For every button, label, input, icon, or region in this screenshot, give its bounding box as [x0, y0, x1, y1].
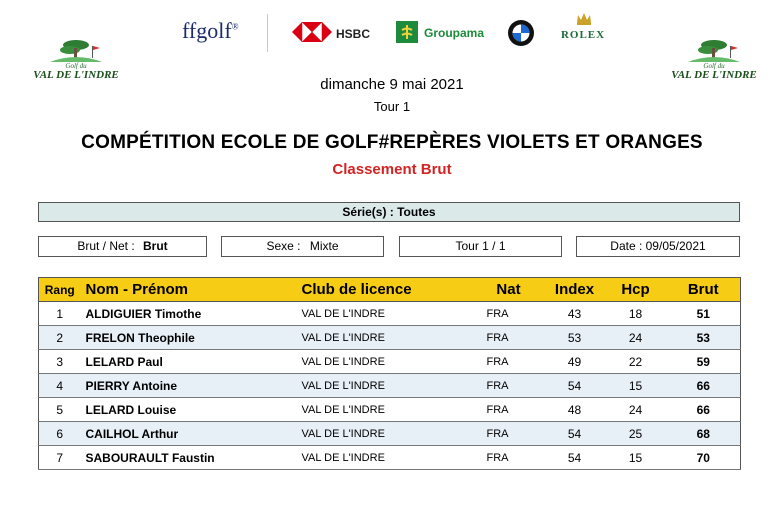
ffgolf-logo [182, 18, 239, 44]
cell-index: 48 [545, 398, 605, 422]
table-row [39, 446, 741, 470]
cell-brut: 66 [667, 374, 741, 398]
cell-rang: 3 [39, 350, 81, 374]
column-header-club: Club de licence [297, 278, 473, 302]
tour-box [399, 236, 562, 257]
cell-club: VAL DE L'INDRE [297, 374, 473, 398]
column-header-hcp: Hcp [605, 278, 667, 302]
cell-nat: FRA [473, 398, 545, 422]
groupama-text: Groupama [424, 26, 485, 40]
club-logo-line1: Golf du [703, 62, 725, 70]
table-row [39, 302, 741, 326]
cell-club: VAL DE L'INDRE [297, 446, 473, 470]
brut-net-value: Brut [143, 239, 168, 253]
cell-rang: 1 [39, 302, 81, 326]
ffgolf-registered-mark: ® [231, 21, 239, 32]
cell-nom: PIERRY Antoine [81, 374, 297, 398]
event-round: Tour 1 [373, 99, 411, 114]
column-header-index: Index [545, 278, 605, 302]
cell-hcp: 15 [605, 374, 667, 398]
event-date: dimanche 9 mai 2021 [320, 76, 464, 93]
sexe-box [221, 236, 384, 257]
cell-brut: 66 [667, 398, 741, 422]
sponsor-bar [160, 8, 630, 56]
cell-index: 43 [545, 302, 605, 326]
cell-index: 49 [545, 350, 605, 374]
club-logo-line1: Golf du [65, 62, 87, 70]
cell-index: 54 [545, 446, 605, 470]
brut-net-label: Brut / Net : [77, 239, 135, 253]
cell-hcp: 15 [605, 446, 667, 470]
bmw-icon [507, 19, 535, 47]
rolex-text: ROLEX [560, 29, 606, 41]
cell-club: VAL DE L'INDRE [297, 326, 473, 350]
cell-brut: 51 [667, 302, 741, 326]
cell-hcp: 18 [605, 302, 667, 326]
date-box [576, 236, 740, 257]
table-header-row [39, 278, 741, 302]
cell-index: 54 [545, 422, 605, 446]
sexe-label: Sexe : [266, 239, 301, 253]
cell-nat: FRA [473, 374, 545, 398]
groupama-icon [396, 21, 418, 43]
tree-icon [46, 36, 106, 64]
column-header-rang: Rang [39, 278, 81, 302]
page-title: COMPÉTITION ECOLE DE GOLF#REPÈRES VIOLETS ET ORANGES [81, 132, 703, 153]
tour-value: Tour 1 / 1 [455, 239, 506, 253]
results-table [38, 277, 741, 470]
cell-rang: 5 [39, 398, 81, 422]
cell-rang: 4 [39, 374, 81, 398]
column-header-nom: Nom - Prénom [81, 278, 297, 302]
cell-nom: SABOURAULT Faustin [81, 446, 297, 470]
cell-index: 54 [545, 374, 605, 398]
table-row [39, 374, 741, 398]
tree-icon [684, 36, 744, 64]
cell-rang: 6 [39, 422, 81, 446]
table-row [39, 350, 741, 374]
table-row [39, 398, 741, 422]
ffgolf-text: ffgolf [182, 18, 232, 43]
hsbc-icon [292, 22, 332, 42]
brut-net-box [38, 236, 207, 257]
cell-nom: FRELON Theophile [81, 326, 297, 350]
cell-nom: CAILHOL Arthur [81, 422, 297, 446]
cell-rang: 7 [39, 446, 81, 470]
cell-brut: 59 [667, 350, 741, 374]
cell-nat: FRA [473, 350, 545, 374]
cell-club: VAL DE L'INDRE [297, 422, 473, 446]
page-subtitle: Classement Brut [332, 161, 452, 178]
cell-nat: FRA [473, 302, 545, 326]
rolex-crown-icon [576, 12, 592, 26]
date-value: Date : 09/05/2021 [610, 239, 706, 253]
cell-hcp: 24 [605, 398, 667, 422]
cell-nom: LELARD Louise [81, 398, 297, 422]
column-header-brut: Brut [667, 278, 741, 302]
cell-nat: FRA [473, 422, 545, 446]
cell-nom: ALDIGUIER Timothe [81, 302, 297, 326]
club-logo-name: VAL DE L'INDRE [33, 69, 119, 81]
cell-club: VAL DE L'INDRE [297, 302, 473, 326]
cell-brut: 53 [667, 326, 741, 350]
cell-rang: 2 [39, 326, 81, 350]
cell-hcp: 25 [605, 422, 667, 446]
cell-brut: 70 [667, 446, 741, 470]
cell-club: VAL DE L'INDRE [297, 350, 473, 374]
table-row [39, 422, 741, 446]
cell-club: VAL DE L'INDRE [297, 398, 473, 422]
column-header-nat: Nat [473, 278, 545, 302]
club-logo-name: VAL DE L'INDRE [671, 69, 757, 81]
cell-brut: 68 [667, 422, 741, 446]
table-row [39, 326, 741, 350]
cell-nat: FRA [473, 446, 545, 470]
cell-hcp: 22 [605, 350, 667, 374]
sponsor-divider [267, 14, 268, 52]
cell-nom: LELARD Paul [81, 350, 297, 374]
sexe-value: Mixte [309, 239, 339, 253]
cell-hcp: 24 [605, 326, 667, 350]
cell-nat: FRA [473, 326, 545, 350]
hsbc-text: HSBC [336, 27, 371, 41]
cell-index: 53 [545, 326, 605, 350]
series-bar: Série(s) : Toutes [38, 202, 740, 222]
